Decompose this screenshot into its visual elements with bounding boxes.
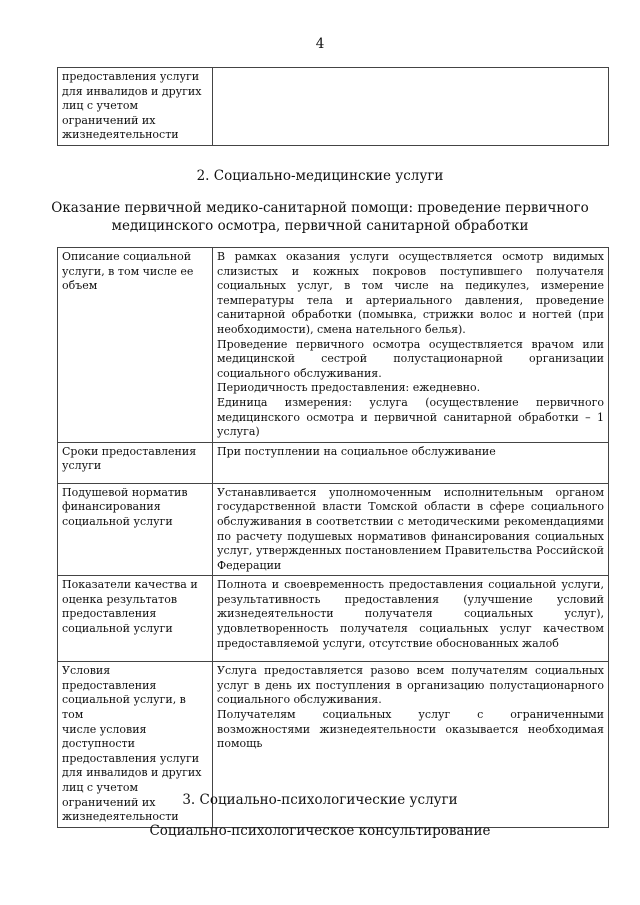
label-line: ограничений их [62,113,156,127]
section-2-title: 2. Социально-медицинские услуги [196,168,444,184]
row-label-cell [58,576,213,662]
label-line: предоставления услуги [62,751,200,765]
label-line: жизнедеятельности [62,810,179,824]
label-line: предоставления услуги [62,70,200,83]
section-2-subtitle-line-1: Оказание первичной медико-санитарной помощи: проведение первичного [51,200,589,216]
row-label-cell [58,442,213,483]
content-paragraph: В рамках оказания услуги осуществляется осмотр видимых слизистых и кожных покровов поступившего получателя социальных услуг, в том числе на педикулез, измерение температуры тела и артериального давления, проведение санитарной обработки (помывка, стрижки волос и ногтей (при необходимости), смена нательного белья). [217,250,604,336]
row-content-cell [213,576,609,662]
row-content-cell [213,248,609,443]
label-line: Показатели качества и [62,578,198,592]
label-line: Подушевой норматив [62,485,188,499]
label-line: услуги [62,459,102,473]
content-paragraph: Периодичность предоставления: ежедневно. [217,381,481,395]
label-line: лиц с учетом [62,99,139,113]
table-row [58,68,609,146]
service-description-table [57,247,609,828]
content-paragraph: Проведение первичного осмотра осуществляется врачом или медицинской сестрой полустационарной организации социального обслуживания. [217,337,604,380]
label-line: доступности [62,737,135,751]
page-number: 4 [315,36,325,52]
section-3-subtitle: Социально-психологическое консультирование [149,823,491,839]
continued-service-table [57,67,609,146]
section-3-title: 3. Социально-психологические услуги [182,792,458,808]
row-label-cell [58,248,213,443]
table-row [58,483,609,576]
label-line: для инвалидов и других [62,766,202,780]
content-paragraph: Устанавливается уполномоченным исполнительным органом государственной власти Томской области в сфере социального обслуживания в соответствии с методическими рекомендациями по расчету подушевых нормативов финансирования социальных услуг, утвержденных постановлением Правительства Российской Федерации [217,485,604,572]
table-row [58,248,609,443]
content-paragraph: При поступлении на социальное обслуживание [217,444,496,458]
table-row [58,576,609,662]
row-label-cell [58,68,213,146]
content-paragraph: Услуга предоставляется разово всем получателям социальных услуг в день их поступления в организацию полустационарного социального обслуживания. [217,664,604,707]
table-row [58,442,609,483]
row-content-cell [213,442,609,483]
content-paragraph: Получателям социальных услуг с ограниченными возможностями жизнедеятельности оказывается необходимая помощь [217,708,604,751]
label-line: услуги, в том числе ее [62,264,194,278]
label-line: для инвалидов и других [62,84,202,98]
content-paragraph: Единица измерения: услуга (осуществление первичного медицинского осмотра и первичной санитарной обработки – 1 услуга) [217,395,604,439]
label-line: Условия предоставления [62,664,157,692]
label-line: социальной услуги, в том [62,693,186,722]
label-line: социальной услуги [62,622,173,636]
label-line: объем [62,279,98,293]
label-line: социальной услуги [62,514,173,528]
label-line: оценка результатов [62,592,178,606]
row-content-cell-empty [213,68,609,146]
label-line: ограничений их [62,795,156,809]
label-line: финансирования [62,500,161,514]
label-line: числе условия [62,722,147,736]
content-paragraph: Полнота и своевременность предоставления социальной услуги, результативность предоставления (улучшение условий жизнедеятельности получателя социальных услуг), удовлетворенность получателя социальных услуг качеством предоставляемой услуги, отсутствие обоснованных жалоб [217,578,604,650]
label-line: лиц с учетом [62,781,139,795]
section-2-subtitle-line-2: медицинского осмотра, первичной санитарной обработки [111,218,529,234]
label-line: жизнедеятельности [62,128,179,142]
row-content-cell [213,483,609,576]
label-line: предоставления [62,607,157,621]
label-line: Описание социальной [62,250,192,263]
row-label-cell [58,483,213,576]
label-line: Сроки предоставления [62,444,197,458]
